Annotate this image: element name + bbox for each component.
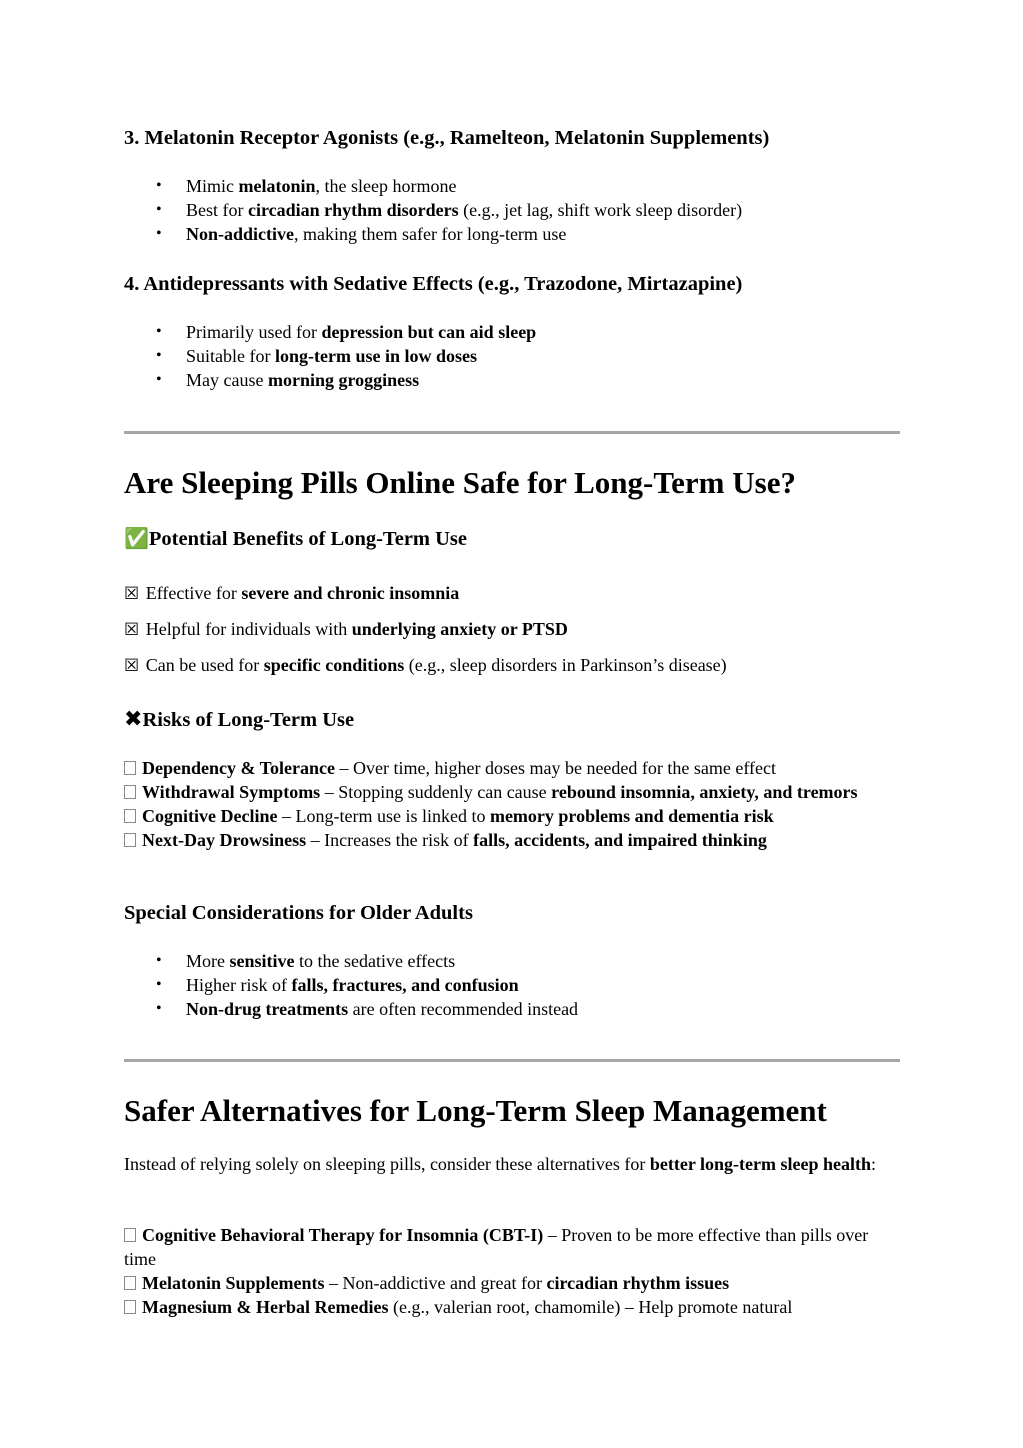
list-item: • Best for circadian rhythm disorders (e.g., jet lag, shift work sleep disorder) bbox=[124, 198, 899, 222]
risks-list bbox=[124, 756, 899, 852]
missing-glyph-icon bbox=[124, 785, 136, 799]
missing-glyph-icon bbox=[124, 1228, 136, 1242]
horizontal-divider bbox=[124, 431, 900, 434]
safety-title: Are Sleeping Pills Online Safe for Long-Term Use? bbox=[124, 465, 796, 500]
boxed-x-icon: ☒ bbox=[124, 656, 140, 676]
alternatives-list bbox=[124, 1223, 899, 1319]
benefit-item: ☒ Effective for severe and chronic insomnia bbox=[124, 583, 460, 604]
missing-glyph-icon bbox=[124, 761, 136, 775]
benefit-item: ☒ Helpful for individuals with underlying anxiety or PTSD bbox=[124, 619, 568, 640]
older-adults-heading: Special Considerations for Older Adults bbox=[124, 902, 473, 924]
check-mark-icon: ✅ bbox=[124, 526, 149, 550]
boxed-x-icon: ☒ bbox=[124, 620, 140, 640]
alternative-item: Cognitive Behavioral Therapy for Insomnia (CBT-I) – Proven to be more effective than pills over time bbox=[124, 1225, 869, 1269]
benefits-heading: ✅Potential Benefits of Long-Term Use bbox=[124, 526, 467, 550]
missing-glyph-icon bbox=[124, 809, 136, 823]
list-item: • Mimic melatonin, the sleep hormone bbox=[124, 174, 899, 198]
missing-glyph-icon bbox=[124, 833, 136, 847]
list-item: • More sensitive to the sedative effects bbox=[124, 949, 899, 973]
list-item: • Non-addictive, making them safer for long-term use bbox=[124, 222, 899, 246]
list-item: • May cause morning grogginess bbox=[124, 368, 899, 392]
risk-item: Next-Day Drowsiness – Increases the risk of falls, accidents, and impaired thinking bbox=[124, 828, 899, 852]
list-item: • Primarily used for depression but can aid sleep bbox=[124, 320, 899, 344]
horizontal-divider bbox=[124, 1059, 900, 1062]
section-4-list bbox=[124, 320, 899, 392]
boxed-x-icon: ☒ bbox=[124, 584, 140, 604]
older-adults-list bbox=[124, 949, 899, 1021]
missing-glyph-icon bbox=[124, 1300, 136, 1314]
section-3-list bbox=[124, 174, 899, 246]
list-item: • Suitable for long-term use in low doses bbox=[124, 344, 899, 368]
risks-heading: ✖Risks of Long-Term Use bbox=[124, 707, 355, 732]
list-item: • Non-drug treatments are often recommended instead bbox=[124, 997, 899, 1021]
section-4-heading: 4. Antidepressants with Sedative Effects (e.g., Trazodone, Mirtazapine) bbox=[124, 273, 743, 295]
risk-item: Dependency & Tolerance – Over time, higher doses may be needed for the same effect bbox=[124, 756, 899, 780]
alternative-item: Melatonin Supplements – Non-addictive and great for circadian rhythm issues bbox=[124, 1271, 899, 1295]
alternatives-intro: Instead of relying solely on sleeping pills, consider these alternatives for better long-term sleep health: bbox=[124, 1154, 876, 1174]
section-3-heading: 3. Melatonin Receptor Agonists (e.g., Ramelteon, Melatonin Supplements) bbox=[124, 127, 770, 149]
risk-item: Withdrawal Symptoms – Stopping suddenly can cause rebound insomnia, anxiety, and tremors bbox=[124, 780, 899, 804]
risk-item: Cognitive Decline – Long-term use is linked to memory problems and dementia risk bbox=[124, 804, 899, 828]
alternatives-title: Safer Alternatives for Long-Term Sleep Management bbox=[124, 1093, 827, 1128]
missing-glyph-icon bbox=[124, 1276, 136, 1290]
list-item: • Higher risk of falls, fractures, and confusion bbox=[124, 973, 899, 997]
alternative-item: Magnesium & Herbal Remedies (e.g., valerian root, chamomile) – Help promote natural bbox=[124, 1295, 899, 1319]
benefit-item: ☒ Can be used for specific conditions (e.g., sleep disorders in Parkinson’s disease) bbox=[124, 655, 727, 676]
cross-mark-icon: ✖ bbox=[124, 707, 143, 732]
